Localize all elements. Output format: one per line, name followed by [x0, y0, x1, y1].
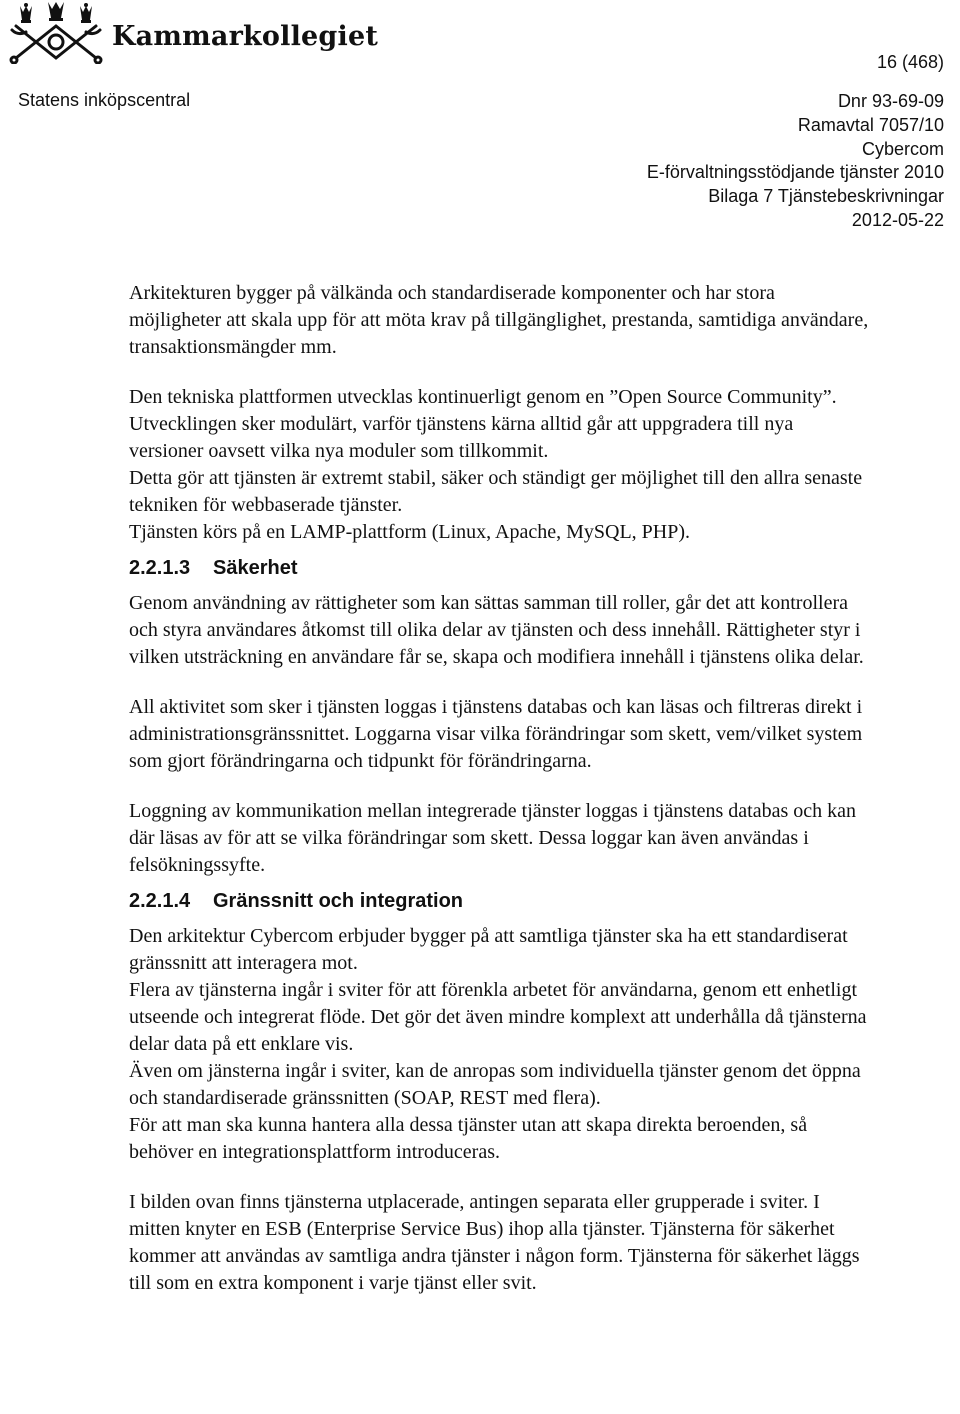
paragraph: För att man ska kunna hantera alla dessa tjänster utan att skapa direkta beroenden, så behöver en integrationsplattform introduceras. [129, 1114, 808, 1163]
service-area: E-förvaltningsstödjande tjänster 2010 [646, 162, 944, 183]
paragraph: Loggning av kommunikation mellan integrerade tjänster loggas i tjänstens databas och kan där läsas av för att se vilka förändringar som skett. Dessa loggar kan även användas i felsökningssyfte. [129, 800, 857, 876]
paragraph: Den arkitektur Cybercom erbjuder bygger på att samtliga tjänster ska ha ett standardiserat gränssnitt att interagera mot. [129, 925, 848, 974]
paragraph: Tjänsten körs på en LAMP-plattform (Linux, Apache, MySQL, PHP). [129, 521, 691, 543]
paragraph: I bilden ovan finns tjänsterna utplacerade, antingen separata eller grupperade i sviter. I mitten knyter en ESB (Enterprise Service Bus) ihop alla tjänster. Tjänsterna för säkerhet kommer att användas av samtliga andra tjänster i någon form. Tjänsterna för säkerhet läggs till som en extra komponent i varje tjänst eller svit. [129, 1191, 860, 1294]
document-body [129, 280, 869, 1297]
paragraph: Även om jänsterna ingår i sviter, kan de anropas som individuella tjänster genom det öppna och standardiserade gränssnitten (SOAP, REST med flera). [129, 1060, 861, 1109]
paragraph: Arkitekturen bygger på välkända och standardiserade komponenter och har stora möjligheter att skala upp för att möta krav på tillgänglighet, prestanda, samtidiga användare, transaktionsmängder mm. [129, 282, 869, 358]
document-meta [647, 90, 944, 233]
crown-emblem-icon [6, 2, 106, 64]
organization-name: Statens inköpscentral [18, 90, 191, 110]
section-title: Säkerhet [213, 557, 298, 579]
section-heading-interface [129, 887, 869, 915]
paragraph: Flera av tjänsterna ingår i sviter för att förenkla arbetet för användarna, genom ett enhetligt utseende och integrerat flöde. Det gör det även mindre komplext att underhålla då tjänsterna delar data på ett enklare vis. [129, 979, 867, 1055]
section-number: 2.2.1.4 [129, 890, 191, 912]
diary-number: Dnr 93-69-09 [837, 91, 944, 111]
paragraph: Detta gör att tjänsten är extremt stabil, säker och ständigt ger möjlighet till den allra senaste tekniken för webbaserade tjänster. [129, 467, 863, 516]
document-date: 2012-05-22 [851, 209, 944, 230]
section-title: Gränssnitt och integration [213, 890, 464, 912]
supplier-name: Cybercom [861, 138, 944, 159]
section-number: 2.2.1.3 [129, 557, 191, 579]
logo-text: Kammarkollegiet [112, 20, 379, 52]
paragraph: Den tekniska plattformen utvecklas kontinuerligt genom en ”Open Source Community”. Utvecklingen sker modulärt, varför tjänstens kärna alltid går att uppgradera till nya versioner oavsett vilka nya moduler som tillkommit. [129, 386, 837, 462]
paragraph: Genom användning av rättigheter som kan sättas samman till roller, går det att kontrollera och styra användares åtkomst till olika delar av tjänsten och dess innehåll. Rättigheter styr i vilken utsträckning en användare får se, skapa och modifiera innehåll i tjänstens olika delar. [129, 592, 864, 668]
appendix-title: Bilaga 7 Tjänstebeskrivningar [708, 186, 944, 207]
paragraph: All aktivitet som sker i tjänsten loggas i tjänstens databas och kan läsas och filtreras direkt i administrationsgränssnittet. Loggarna visar vilka förändringar som skett, vem/vilket system som gjort förändringarna och tidpunkt för förändringarna. [129, 696, 863, 772]
page-number: 16 (468) [876, 52, 944, 72]
header-logo [6, 2, 378, 64]
framework-agreement: Ramavtal 7057/10 [797, 114, 944, 135]
section-heading-security [129, 554, 869, 582]
